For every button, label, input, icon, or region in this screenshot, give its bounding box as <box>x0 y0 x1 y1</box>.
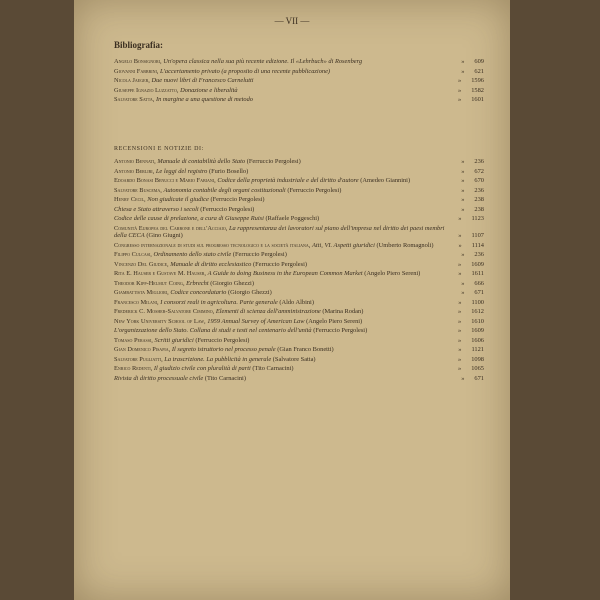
page-ref-number: 1606 <box>471 336 484 344</box>
entry-title: 1959 Annual Survey of American Law <box>207 317 305 325</box>
entry-author: Salvatore Pugliatti, <box>114 355 163 363</box>
list-item <box>114 270 484 278</box>
entry-page-ref <box>461 168 484 176</box>
entry-page-ref <box>461 196 484 204</box>
chevron-right-icon: » <box>461 177 465 184</box>
entry-author: Gian Domenico Pisapia, <box>114 346 171 354</box>
entry-title: Chiesa e Stato attraverso i secoli <box>114 205 199 213</box>
entry-author: Antonio Berliri, <box>114 167 155 175</box>
entry-author: Salvatore Satta, <box>114 96 155 103</box>
page-ref-number: 238 <box>474 196 484 203</box>
entry-page-ref <box>461 177 484 185</box>
list-item <box>114 196 484 204</box>
entry-page-ref <box>461 187 484 195</box>
recensioni-list <box>114 158 484 384</box>
chevron-right-icon: » <box>461 186 465 194</box>
list-item <box>114 77 484 85</box>
entry-title: Codice concordatario <box>170 289 227 297</box>
list-item <box>114 187 484 195</box>
entry-page-ref <box>461 280 484 288</box>
entry-title: Autonomia contabile degli organi costituzionali <box>163 186 286 194</box>
page-ref-number: 1609 <box>471 327 484 335</box>
entry-reviewer: (Giorgio Ghezzi) <box>210 279 254 287</box>
chevron-right-icon: » <box>458 336 462 344</box>
chevron-right-icon: » <box>458 365 462 373</box>
chevron-right-icon: » <box>458 298 462 306</box>
entry-reviewer: (Tito Carnacini) <box>252 365 294 373</box>
chevron-right-icon: » <box>458 270 462 278</box>
entry-author: Salvatore Buscema, <box>114 186 162 194</box>
list-item <box>114 280 484 288</box>
entry-title: Rivista di diritto processuale civile <box>114 374 204 382</box>
entry-author: Francesco Milani, <box>114 298 159 306</box>
entry-title: Un'opera classica nella sua più recente edizione. Il «Lehrbuch» di Rosenberg <box>163 58 363 65</box>
list-item <box>114 68 484 76</box>
entry-reviewer: (Gino Giugni) <box>146 232 183 240</box>
page-ref-number: 238 <box>474 205 484 213</box>
entry-title: L'accertamento privato (a proposito di una recente pubblicazione) <box>160 67 331 75</box>
subsection-heading: RECENSIONI E NOTIZIE DI: <box>114 146 204 152</box>
page-ref-number: 1121 <box>471 346 484 354</box>
entry-reviewer: (Ferruccio Pergolesi) <box>246 158 301 165</box>
entry-page-ref <box>458 215 484 223</box>
chevron-right-icon: » <box>458 77 462 84</box>
page-ref-number: 1582 <box>471 86 484 94</box>
entry-title: Codice della proprietà industriale e del diritto d'autore <box>217 177 359 184</box>
list-item <box>114 318 484 326</box>
list-item <box>114 215 484 223</box>
entry-title: Manuale di diritto ecclesiastico <box>170 260 252 268</box>
entry-title: La trascrizione. La pubblicità in generale <box>164 355 272 363</box>
entry-page-ref <box>458 261 484 269</box>
entry-page-ref <box>458 356 484 364</box>
list-item <box>114 337 484 345</box>
chevron-right-icon: » <box>461 205 465 213</box>
page-ref-number: 1612 <box>471 308 484 316</box>
entry-author: Tomaso Perassi, <box>114 336 153 344</box>
entry-title: Elementi di scienza dell'amministrazione <box>215 308 321 316</box>
list-item <box>114 308 484 316</box>
list-item <box>114 177 484 185</box>
list-item <box>114 289 484 297</box>
entry-author: Edoardo Bonasi Benucci e Mario Fabiani, <box>114 177 216 184</box>
entry-author: Rita E. Hauser e Gustave M. Hauser, <box>114 270 207 278</box>
chevron-right-icon: » <box>461 374 465 382</box>
entry-reviewer: (Salvatore Satta) <box>272 355 316 363</box>
page-number: — VII — <box>274 16 310 26</box>
page-ref-number: 236 <box>474 158 484 165</box>
page-ref-number: 1098 <box>471 355 484 363</box>
entry-author: Antonio Bennati, <box>114 158 156 165</box>
entry-author: Enrico Redenti, <box>114 365 153 373</box>
section-heading: Bibliografia: <box>114 40 163 50</box>
list-item <box>114 299 484 307</box>
entry-reviewer: (Gian Franco Bonetti) <box>277 346 334 354</box>
page-ref-number: 671 <box>474 374 484 382</box>
entry-page-ref <box>458 337 484 345</box>
entry-page-ref <box>458 365 484 373</box>
entry-author: Filippo Culcasi, <box>114 251 152 259</box>
list-item <box>114 168 484 176</box>
entry-author: Nicola Jaeger, <box>114 77 150 84</box>
list-item <box>114 58 484 66</box>
entry-author: Frederick C. Mosher-Salvatore Cimmino, <box>114 308 215 316</box>
chevron-right-icon: » <box>461 279 465 287</box>
chevron-right-icon: » <box>458 308 462 316</box>
entry-title: A Guide to doing Business in the European Common Market <box>207 270 363 278</box>
entry-page-ref <box>458 87 484 95</box>
list-item <box>114 346 484 354</box>
list-item <box>114 261 484 269</box>
entry-author: Giovanni Fabbrini, <box>114 67 159 75</box>
entry-author: Congresso internazionale di studi sul progresso tecnologico e la società italiana, <box>114 241 311 249</box>
entry-page-ref <box>458 346 484 354</box>
entry-title: I consorzi reali in agricoltura. Parte generale <box>160 298 278 306</box>
entry-title: Non giudicate il giudice <box>147 196 209 203</box>
list-item <box>114 375 484 383</box>
chevron-right-icon: » <box>458 317 462 325</box>
list-item <box>114 87 484 95</box>
entry-title: Il giudizio civile con pluralità di parti <box>153 365 251 373</box>
entry-title: Atti, VI. Aspetti giuridici <box>312 241 375 249</box>
page-ref-number: 621 <box>474 67 484 75</box>
entry-author: Giuseppe Ignazio Luzzatto, <box>114 86 179 94</box>
chevron-right-icon: » <box>461 158 465 165</box>
page-ref-number: 609 <box>474 58 484 65</box>
entry-title: Ordinamento dello stato civile <box>153 251 232 259</box>
list-item <box>114 356 484 364</box>
page-ref-number: 666 <box>474 279 484 287</box>
list-item <box>114 365 484 373</box>
entry-reviewer: (Ferruccio Pergolesi) <box>200 205 255 213</box>
list-item <box>114 242 484 250</box>
entry-reviewer: (Ferruccio Pergolesi) <box>210 196 265 203</box>
entry-title: Codice delle cause di prelazione, a cura di Giuseppe Ruisi <box>114 215 264 222</box>
chevron-right-icon: » <box>461 289 465 297</box>
entry-title: Il segreto istruttorio nel processo penale <box>171 346 276 354</box>
entry-page-ref <box>461 251 484 259</box>
entry-author: New York University School of Law, <box>114 317 206 325</box>
page-ref-number: 236 <box>474 251 484 259</box>
entry-page-ref <box>458 270 484 278</box>
entry-title: L'organizzazione dello Stato. Collana di studi e testi nel centenario dell'unità <box>114 327 312 335</box>
list-item <box>114 225 484 241</box>
book-page <box>74 0 510 600</box>
chevron-right-icon: » <box>458 232 462 240</box>
entry-page-ref <box>458 299 484 307</box>
entry-title: Scritti giuridici <box>154 336 194 344</box>
entry-title: In margine a una questione di metodo <box>155 96 253 103</box>
entry-reviewer: (Ferruccio Pergolesi) <box>287 186 342 194</box>
chevron-right-icon: » <box>461 196 465 203</box>
entry-page-ref <box>458 327 484 335</box>
list-item <box>114 206 484 214</box>
page-ref-number: 1114 <box>471 241 484 249</box>
list-item <box>114 327 484 335</box>
entry-reviewer: (Raffaele Poggeschi) <box>265 215 320 222</box>
chevron-right-icon: » <box>458 96 462 103</box>
page-ref-number: 1596 <box>471 77 484 84</box>
chevron-right-icon: » <box>458 327 462 335</box>
chevron-right-icon: » <box>458 241 462 249</box>
page-ref-number: 1609 <box>471 260 484 268</box>
entry-reviewer: (Angelo Piero Sereni) <box>364 270 421 278</box>
chevron-right-icon: » <box>458 215 462 222</box>
entry-title: Erbrecht <box>186 279 209 287</box>
entry-page-ref <box>458 77 484 85</box>
page-ref-number: 670 <box>474 177 484 184</box>
entry-page-ref <box>458 318 484 326</box>
page-ref-number: 671 <box>474 289 484 297</box>
chevron-right-icon: » <box>461 251 465 259</box>
entry-page-ref <box>458 232 484 240</box>
page-ref-number: 672 <box>474 167 484 175</box>
entry-reviewer: (Angelo Piero Sereni) <box>306 317 363 325</box>
entry-page-ref <box>461 375 484 383</box>
entry-author: Theodor Kipp-Helmut Coing, <box>114 279 185 287</box>
entry-reviewer: (Amedeo Giannini) <box>360 177 411 184</box>
entry-reviewer: (Umberto Romagnoli) <box>376 241 434 249</box>
chevron-right-icon: » <box>458 346 462 354</box>
entry-author: Angelo Bonsignori, <box>114 58 162 65</box>
entry-author: Comunità Europea del Carbone e dell'Acciaio, <box>114 224 228 232</box>
entry-page-ref <box>461 58 484 66</box>
entry-reviewer: (Aldo Albini) <box>279 298 314 306</box>
entry-reviewer: (Ferruccio Pergolesi) <box>313 327 368 335</box>
list-item <box>114 158 484 166</box>
entry-page-ref <box>461 68 484 76</box>
page-ref-number: 1601 <box>471 96 484 103</box>
entry-reviewer: (Giorgio Ghezzi) <box>227 289 272 297</box>
entry-reviewer: (Ferruccio Pergolesi) <box>195 336 250 344</box>
entry-title: Donazione e liberalità <box>180 86 238 94</box>
entry-reviewer: (Ferruccio Pergolesi) <box>252 260 307 268</box>
list-item <box>114 96 484 104</box>
entry-page-ref <box>458 242 484 250</box>
list-item <box>114 251 484 259</box>
entry-reviewer: (Furio Bosello) <box>208 167 249 175</box>
page-ref-number: 236 <box>474 186 484 194</box>
entry-page-ref <box>458 308 484 316</box>
chevron-right-icon: » <box>458 355 462 363</box>
entry-title: La rappresentanza dei lavoratori sul piano dell'impresa nel diritto dei paesi membri della CECA <box>114 224 445 240</box>
entry-author: Vincenzo Del Giudice, <box>114 260 169 268</box>
entry-reviewer: (Ferruccio Pergolesi) <box>232 251 287 259</box>
page-ref-number: 1107 <box>471 232 484 240</box>
entry-page-ref <box>461 289 484 297</box>
entry-reviewer: (Tito Carnacini) <box>204 374 246 382</box>
entry-author: Giambattista Migliori, <box>114 289 169 297</box>
chevron-right-icon: » <box>461 67 465 75</box>
chevron-right-icon: » <box>458 260 462 268</box>
entry-title: Le leggi del registro <box>155 167 208 175</box>
page-ref-number: 1100 <box>471 298 484 306</box>
chevron-right-icon: » <box>461 58 465 65</box>
entry-reviewer: (Marina Rodan) <box>322 308 364 316</box>
chevron-right-icon: » <box>458 86 462 94</box>
entry-title: Manuale di contabilità dello Stato <box>157 158 246 165</box>
page-ref-number: 1610 <box>471 317 484 325</box>
chevron-right-icon: » <box>461 167 465 175</box>
entry-title: Due nuovi libri di Francesco Carnelutti <box>151 77 254 84</box>
page-ref-number: 1123 <box>471 215 484 222</box>
page-ref-number: 1611 <box>471 270 484 278</box>
entry-page-ref <box>461 206 484 214</box>
entry-page-ref <box>461 158 484 166</box>
entry-author: Henry Cecil, <box>114 196 146 203</box>
entry-page-ref <box>458 96 484 104</box>
page-ref-number: 1065 <box>471 365 484 373</box>
bibliografia-list <box>114 58 484 106</box>
